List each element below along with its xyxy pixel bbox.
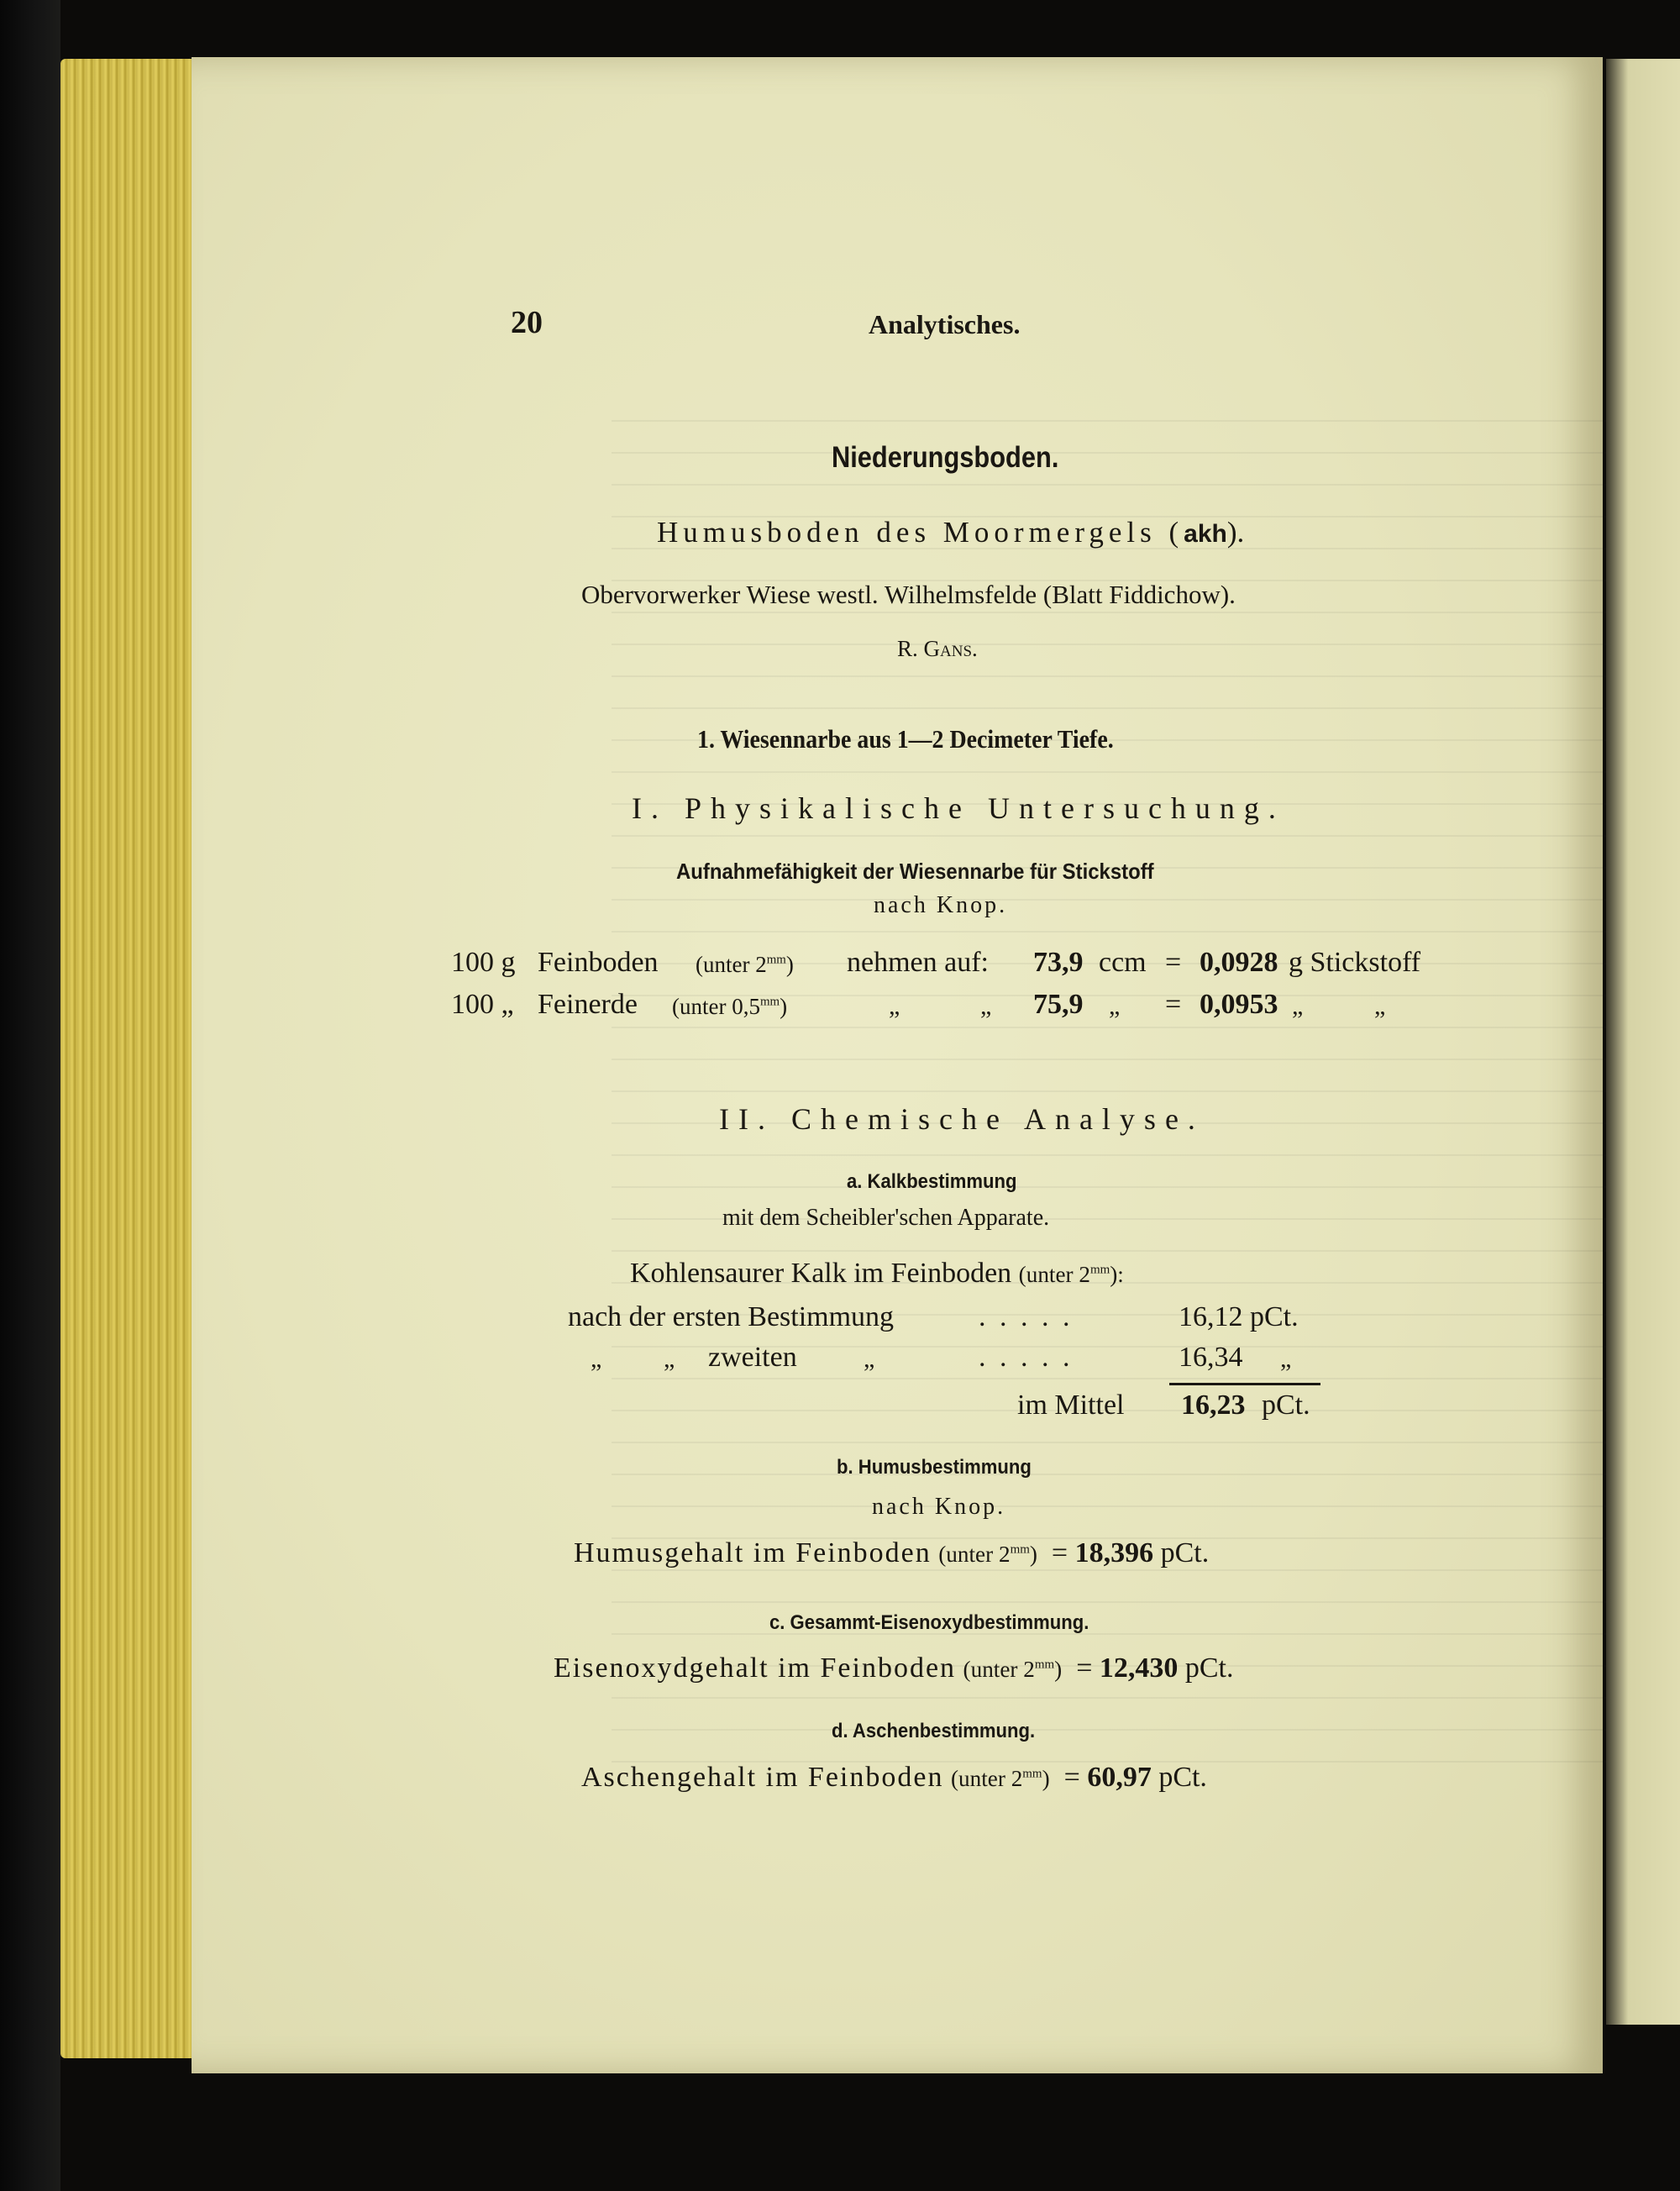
lime-intro-text: Kohlensaurer Kalk im Feinboden [630,1258,1012,1289]
ash-unit: pCt. [1158,1762,1207,1793]
humus-unit: pCt. [1160,1537,1210,1568]
volume-unit: ccm [1099,947,1147,978]
soil-type-text: Humusboden des Moormergels ( [657,516,1184,549]
volume: 73,9 [1033,947,1084,978]
ditto-mark: „ [889,992,900,1020]
facing-page-edge [1606,59,1680,2025]
ash-row [581,1762,1207,1794]
humus-method: nach Knop. [872,1494,1006,1520]
page-edges [60,59,195,2058]
mass-unit: „ [1292,992,1304,1020]
soil-type-close: ). [1226,516,1245,549]
equals: = [1076,1652,1093,1684]
range-close: ) [1042,1766,1050,1791]
mass: 0,0928 [1200,947,1278,978]
range-close: ) [785,952,794,977]
amount: 100 g [451,947,516,978]
volume: 75,9 [1033,989,1084,1020]
humus-row [574,1537,1209,1569]
range-text: (unter 2 [963,1657,1035,1682]
ash-heading: d. Aschenbestimmung. [832,1720,1036,1742]
second-measurement-label: zweiten [708,1342,797,1373]
sample-heading: 1. Wiesennarbe aus 1—2 Decimeter Tiefe. [697,724,1114,754]
mass-unit: g Stickstoff [1289,947,1421,978]
sum-rule [1169,1383,1320,1385]
humus-heading: b. Humusbestimmung [837,1456,1032,1479]
range-text: (unter 2 [938,1542,1011,1567]
ash-range [951,1766,1050,1791]
range-text: (unter 0,5 [672,994,760,1019]
iron-value: 12,430 [1099,1652,1179,1684]
second-measurement-unit: „ [1280,1345,1292,1373]
mean-value: 16,23 [1181,1390,1246,1421]
lime-method: mit dem Scheibler'schen Apparate. [722,1205,1050,1231]
ditto-mark: „ [591,1345,602,1373]
equals: = [1165,989,1182,1020]
soil-type-heading [657,516,1244,549]
range-close: ) [1029,1542,1037,1567]
iron-heading: c. Gesammt-Eisenoxydbestimmung. [769,1611,1089,1634]
iron-label: Eisenoxydgehalt im Feinboden [554,1652,957,1684]
chemical-heading: II. Chemische Analyse. [719,1102,1205,1136]
range-text: (unter 2 [950,1766,1023,1791]
material: Feinboden [538,947,659,978]
equals: = [1165,947,1182,978]
second-measurement-dots: . . . . . [979,1342,1074,1373]
mass: 0,0953 [1200,989,1278,1020]
ditto-mark: „ [664,1345,675,1373]
range-unit: mm [1010,1542,1030,1557]
range [696,952,794,978]
lime-heading: a. Kalkbestimmung [847,1170,1017,1193]
volume-unit: „ [1109,992,1121,1020]
iron-unit: pCt. [1184,1652,1234,1684]
mean-unit: pCt. [1262,1390,1310,1421]
ash-label: Aschengehalt im Feinboden [581,1762,944,1793]
absorption-heading: Aufnahmefähigkeit der Wiesennarbe für Stickstoff [676,859,1154,884]
verb: nehmen auf: [847,947,989,978]
location-line: Obervorwerker Wiese westl. Wilhelmsfelde (Blatt Fiddichow). [581,580,1236,609]
physical-heading: I. Physikalische Untersuchung. [632,791,1285,825]
lime-intro [630,1258,1124,1290]
physical-method: nach Knop. [874,892,1008,918]
range-close: ): [1110,1262,1124,1287]
range-text: (unter 2 [696,952,767,977]
lime-intro-range [1019,1262,1124,1287]
mean-label: im Mittel [1017,1390,1125,1421]
first-measurement-label: nach der ersten Bestimmung [568,1301,895,1332]
ditto-mark: „ [864,1345,875,1373]
material: Feinerde [538,989,638,1020]
range-unit: mm [1089,1263,1110,1277]
range-close: ) [780,994,788,1019]
range-close: ) [1054,1657,1063,1682]
equals: = [1051,1537,1068,1568]
ditto-mark: „ [1374,992,1386,1020]
iron-row [554,1652,1234,1684]
running-title: Analytisches. [869,309,1021,339]
page-number: 20 [511,305,543,340]
range-unit: mm [759,995,780,1009]
range [672,994,787,1020]
range-unit: mm [1022,1767,1042,1781]
humus-label: Humusgehalt im Feinboden [574,1537,932,1568]
author-line: R. Gans. [897,636,978,661]
amount: 100 „ [451,989,514,1020]
range-text: (unter 2 [1018,1262,1090,1287]
humus-value: 18,396 [1074,1537,1154,1568]
iron-range [963,1657,1063,1682]
page-title: Niederungsboden. [832,441,1059,474]
first-measurement-value: 16,12 pCt. [1179,1301,1299,1332]
first-measurement-dots: . . . . . [979,1301,1074,1332]
ditto-mark: „ [980,992,992,1020]
range-unit: mm [1034,1658,1055,1672]
soil-code: akh [1184,520,1227,548]
range-unit: mm [766,953,786,967]
ash-value: 60,97 [1087,1762,1152,1793]
second-measurement-value: 16,34 [1179,1342,1243,1373]
book-spine [0,0,60,2191]
equals: = [1063,1762,1080,1793]
humus-range [938,1542,1037,1567]
